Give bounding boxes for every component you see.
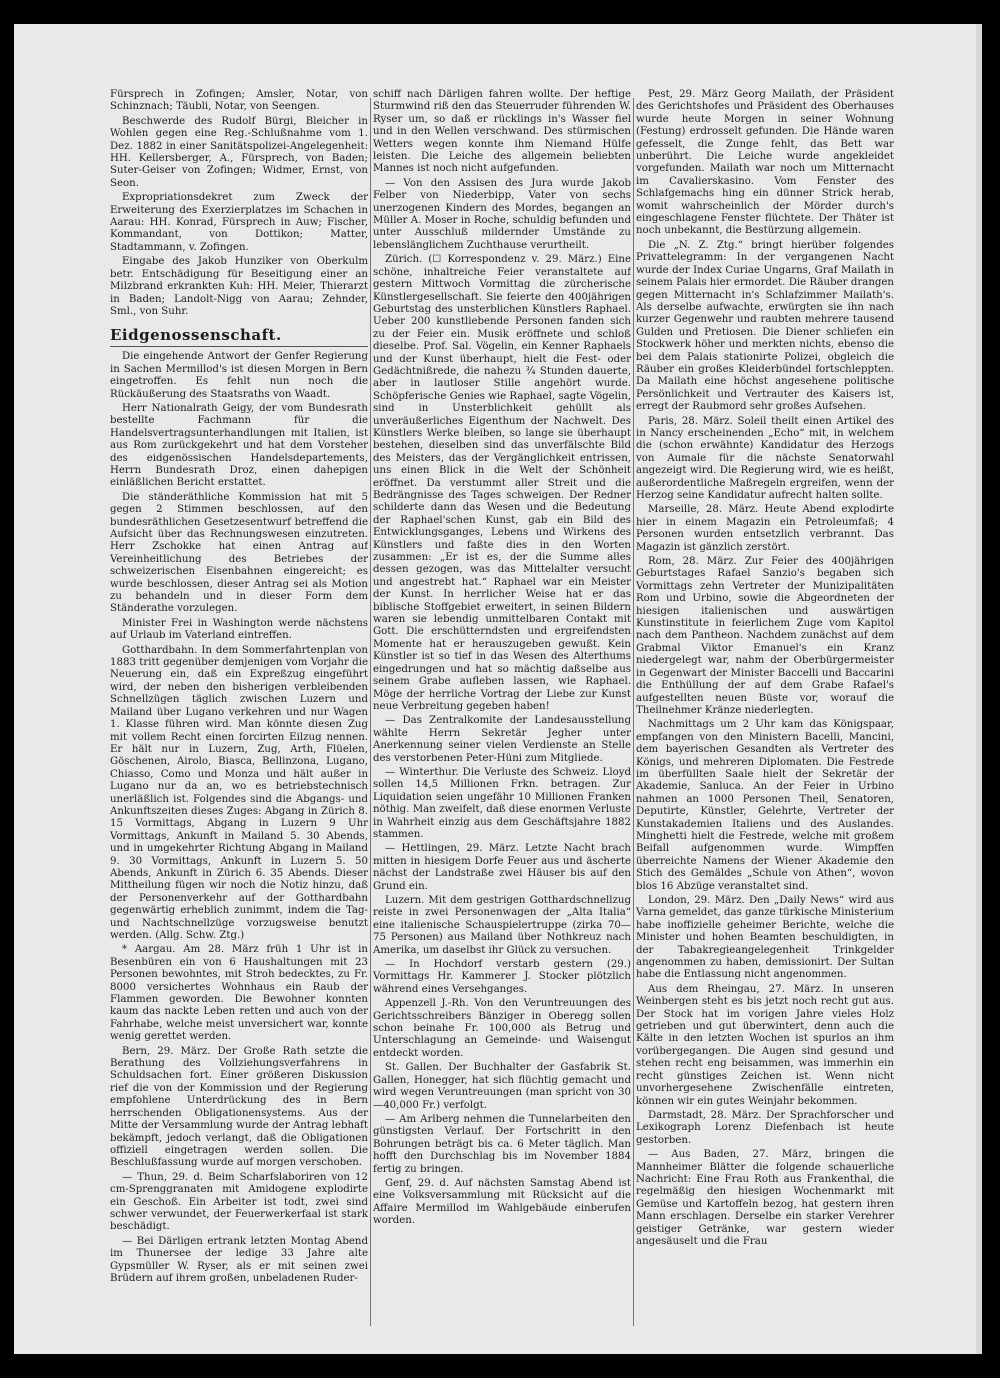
article-paragraph: Zürich. (☐ Korrespondenz v. 29. März.) Eine schöne, inhaltreiche Feier veranstaltete auf gestern Mittwoch Vormittag die zürcherische Künstlergesellschaft. Sie feierte den 400jährigen Geburtstag des unsterblichen Künstlers Raphael. Ueber 200 kunstliebende Personen fanden sich zu der Feier ein. Musik eröffnete und schloß dieselbe. Prof. Sal. Vögelin, ein Kenner Raphaels und der Kunst überhaupt, hielt die Fest- oder Gedächtnißrede, die nahezu ¾ Stunden dauerte, aber in lautloser Stille angehört wurde. Schöpferische Genies wie Raphael, sagte Vögelin, sind in Unsterblichkeit gehüllt als unveräußerliches Eigenthum der Nachwelt. Des Künstlers Werke bleiben, so lange sie überhaupt bestehen, dieselben sind das unverfälschte Bild des Meisters, das der Vergänglichkeit entrissen, uns einen Blick in die Welt der Schönheit eröffnet. Da verstummt aller Streit und die Bedrängnisse des Tages schweigen. Der Redner schilderte dann das Wesen und die Bedeutung der Raphael'schen Kunst, gab ein Bild des Entwicklungsganges, Lebens und Wirkens des Künstlers und faßte dies in den Worten zusammen: „Er ist es, der die Summe alles dessen gezogen, was das Mittelalter versucht und angestrebt hat.“ Raphael war ein Meister der Kunst. In herrlicher Weise hat er das biblische Stoffgebiet erweitert, in seinen Bildern waren sie lebendig unmittelbaren Contakt mit Gott. Die erschütterndsten und ergreifendsten Momente hat er herauszugeben gewußt. Kein Künstler ist so tief in das Wesen des Alterthums eingedrungen und hat so mächtig daßselbe aus seinem Grabe aufleben lassen, wie Raphael. Möge der herrliche Vortrag der Liebe zur Kunst neue Verbreitung gegeben haben! <box>373 254 631 712</box>
column-rule <box>633 98 634 1326</box>
column-rule <box>370 98 371 1326</box>
article-paragraph: Beschwerde des Rudolf Bürgi, Bleicher in Wohlen gegen eine Reg.-Schlußnahme vom 1. Dez. 1882 in einer Sanitätspolizei-Angelegenheit: HH. Kellersberger, A., Fürsprech, von Baden; Suter-Geiser von Zofingen; Widmer, Ernst, von Seon. <box>110 115 368 189</box>
article-paragraph: Marseille, 28. März. Heute Abend explodirte hier in einem Magazin ein Petroleumfaß; 4 Personen wurden entsetzlich verbrannt. Das Magazin ist gänzlich zerstört. <box>636 504 894 553</box>
page-edge <box>976 24 982 1354</box>
article-paragraph: Luzern. Mit dem gestrigen Gotthardschnellzug reiste in zwei Personenwagen der „Alta Italia“ eine italienische Schauspielertruppe (zirka 70—75 Personen) aus Mailand über Nothkreuz nach Amerika, um daselbst ihr Glück zu versuchen. <box>373 895 631 956</box>
article-paragraph: St. Gallen. Der Buchhalter der Gasfabrik St. Gallen, Honegger, hat sich flüchtig gemacht und wird wegen Veruntreuungen (man spricht von 30—40,000 Fr.) verfolgt. <box>373 1062 631 1111</box>
article-paragraph: Minister Frei in Washington werde nächstens auf Urlaub im Vaterland eintreffen. <box>110 617 368 642</box>
article-paragraph: Eingabe des Jakob Hunziker von Oberkulm betr. Entschädigung für Beseitigung einer an Milzbrand erkrankten Kuh: HH. Meier, Thierarzt in Baden; Landolt-Nigg von Aarau; Zehnder, Sml., von Suhr. <box>110 256 368 317</box>
heading-rule <box>110 346 368 347</box>
article-paragraph: — In Hochdorf verstarb gestern (29.) Vormittags Hr. Kammerer J. Stocker plötzlich während eines Versehganges. <box>373 959 631 995</box>
article-paragraph: London, 29. März. Den „Daily News“ wird aus Varna gemeldet, das ganze türkische Ministerium habe inoffizielle geheimer Berichte, welche die Minister und hohen Beamten beschuldigten, in der Tabakregieangelegenheit Trinkgelder angenommen zu haben, demissionirt. Der Sultan habe die Entlassung nicht angenommen. <box>636 895 894 981</box>
article-paragraph: — Thun, 29. d. Beim Scharfslaboriren von 12 cm-Sprenggranaten mit Amidogene explodirte ein Geschoß. Ein Arbeiter ist todt, zwei sind schwer verwundet, der Feuerwerkerfaal ist stark beschädigt. <box>110 1171 368 1233</box>
article-paragraph: schiff nach Därligen fahren wollte. Der heftige Sturmwind riß den das Steuerruder führenden W. Ryser um, so daß er rücklings in's Wasser fiel und in den Wellen verschwand. Des stürmischen Wetters wegen konnte ihm Niemand Hülfe leisten. Die Leiche des allgemein beliebten Mannes ist noch nicht aufgefunden. <box>373 89 631 175</box>
text-column-1 <box>110 89 368 1329</box>
article-paragraph: Die ständeräthliche Kommission hat mit 5 gegen 2 Stimmen beschlossen, auf den bundesräthlichen Gesetzesentwurf betreffend die Aufsicht über das Rechnungswesen einzutreten. Herr Zschokke hat einen Antrag auf Vereinheitlichung des Betriebes der schweizerischen Eisenbahnen eingereicht; es wurde beschlossen, dieser Antrag sei als Motion zu behandeln und in dieser Form dem Ständerathe vorzulegen. <box>110 491 368 615</box>
article-paragraph: Expropriationsdekret zum Zweck der Erweiterung des Exerzierplatzes im Schachen in Aarau: HH. Konrad, Fürsprech in Auw; Fischer, Kommandant, von Dottikon; Matter, Stadtammann, v. Zofingen. <box>110 192 368 253</box>
article-paragraph: Paris, 28. März. Soleil theilt einen Artikel des in Nancy erscheinenden „Echo“ mit, in welchem die (schon erwähnte) Kandidatur des Herzogs von Aumale für die nächste Senatorwahl angezeigt wird. Die Regierung wird, wie es heißt, außerordentliche Maßregeln ergreifen, wenn der Herzog seine Kandidatur aufrecht halten sollte. <box>636 415 894 501</box>
article-paragraph: Rom, 28. März. Zur Feier des 400jährigen Geburtstages Rafael Sanzio's begaben sich Vormittags zehn Vertreter der Munizipalitäten Rom und Urbino, sowie die Abgeordneten der hiesigen italienischen und auswärtigen Kunstinstitute in feierlichem Zuge vom Kapitol nach dem Pantheon. Nachdem zunächst auf dem Grabmal Viktor Emanuel's ein Kranz niedergelegt war, nahm der Oberbürgermeister in Gegenwart der Minister Baccelli und Baccarini die Enthüllung der auf dem Grabe Rafael's aufgestellten neuen Büste vor, worauf die Theilnehmer Kränze niederlegten. <box>636 556 894 716</box>
article-paragraph: Gotthardbahn. In dem Sommerfahrtenplan von 1883 tritt gegenüber demjenigen vom Vorjahr die Neuerung ein, daß ein Expreßzug eingeführt wird, der neben den bisherigen verbleibenden Schnellzügen täglich zwischen Luzern und Mailand über Lugano verkehren und nur Wagen 1. Klasse führen wird. Man könnte diesen Zug mit vollem Recht einen forcirten Eilzug nennen. Er hält nur in Luzern, Zug, Arth, Flüelen, Göschenen, Airolo, Biasca, Bellinzona, Lugano, Chiasso, Como und Monza und hält außer in Lugano nur da an, wo es betriebstechnisch unerläßlich ist. Folgendes sind die Abgangs- und Ankunftszeiten dieses Zuges: Abgang in Zürich 8. 15 Vormittags, Abgang in Luzern 9 Uhr Vormittags, Ankunft in Mailand 5. 30 Abends, und in umgekehrter Richtung Abgang in Mailand 9. 30 Vormittags, Ankunft in Luzern 5. 50 Abends, Ankunft in Zürich 6. 35 Abends. Dieser Mittheilung fügen wir noch die Notiz hinzu, daß der Personenverkehr auf der Gotthardbahn gegenwärtig erheblich zunimmt, indem die Tag- und Nachtschnellzüge vorzugsweise benutzt werden. (Allg. Schw. Ztg.) <box>110 644 368 941</box>
article-paragraph: Nachmittags um 2 Uhr kam das Königspaar, empfangen von den Ministern Bacelli, Mancini, dem bayerischen Gesandten als Vertreter des Königs, und mehreren Diplomaten. Die Festrede im überfüllten Saale hielt der Sekretär der Akademie, Sanluca. An der Feier in Urbino nahmen an 1000 Personen Theil, Senatoren, Deputirte, Künstler, Gelehrte, Vertreter der Kunstakademien Italiens und des Auslandes. Minghetti hielt die Festrede, welche mit großem Beifall aufgenommen wurde. Wimpffen überreichte Namens der Wiener Akademie den Stich des Gemäldes „Schule von Athen“, wovon blos 16 Abzüge veranstaltet sind. <box>636 719 894 892</box>
article-paragraph: Aus dem Rheingau, 27. März. In unseren Weinbergen steht es bis jetzt noch recht gut aus. Der Stock hat im vorigen Jahre vieles Holz getrieben und gut überwintert, denn auch die Kälte in den letzten Wochen ist spurlos an ihm vorübergegangen. Die Augen sind gesund und stehen recht eng beisammen, was immerhin ein recht günstiges Zeichen ist. Wenn nicht unvorhergesehene Zwischenfälle eintreten, können wir ein gutes Weinjahr bekommen. <box>636 983 894 1107</box>
article-paragraph: — Bei Därligen ertrank letzten Montag Abend im Thunersee der ledige 33 Jahre alte Gypsmüller W. Ryser, als er mit seinen zwei Brüdern auf ihrem großen, unbeladenen Ruder- <box>110 1235 368 1284</box>
article-paragraph: — Das Zentralkomite der Landesausstellung wählte Herrn Sekretär Jegher unter Anerkennung seiner vielen Verdienste an Stelle des verstorbenen Peter-Hüni zum Mitgliede. <box>373 715 631 764</box>
article-paragraph: Appenzell J.-Rh. Von den Veruntreuungen des Gerichtsschreibers Bänziger in Oberegg sollen schon beinahe Fr. 100,000 als Betrug und Unterschlagung an Gemeinde- und Waisengut entdeckt worden. <box>373 998 631 1059</box>
article-paragraph: Bern, 29. März. Der Große Rath setzte die Berathung des Vollziehungsverfahrens in Schuldsachen fort. Einer größeren Diskussion rief die von der Kommission und der Regierung empfohlene Unterdrückung des in Bern herrschenden Obligationensystems. Aus der Mitte der Versammlung wurde der Antrag lebhaft bekämpft, jedoch verlangt, daß die Obligationen offiziell eingetragen werden sollen. Die Beschlußfassung wurde auf morgen verschoben. <box>110 1045 368 1169</box>
article-paragraph: — Hettlingen, 29. März. Letzte Nacht brach mitten in hiesigem Dorfe Feuer aus und äscherte nächst der Landstraße zwei Häuser bis auf den Grund ein. <box>373 843 631 892</box>
section-heading: Eidgenossenschaft. <box>110 326 282 345</box>
article-paragraph: Die „N. Z. Ztg.“ bringt hierüber folgendes Privattelegramm: In der vergangenen Nacht wurde der Index Curiae Ungarns, Graf Mailath in seinem Palais hier ermordet. Die Räuber drangen gegen Mitternacht in's Schlafzimmer Mailath's. Als derselbe aufwachte, erwürgten sie ihn nach kurzer Gegenwehr und raubten mehrere tausend Gulden und Pretiosen. Die Diener schliefen ein Stockwerk höher und merkten nichts, ebenso die bei dem Palais stationirte Polizei, obgleich die Räuber ein großes Kleiderbündel fortschleppten. Da Mailath eine höchst angesehene politische Persönlichkeit und Vertrauter des Kaisers ist, erregt der Raubmord sehr großes Aufsehen. <box>636 239 894 413</box>
text-column-2 <box>373 89 631 1329</box>
article-paragraph: — Von den Assisen des Jura wurde Jakob Felber von Niederbipp, Vater von sechs unerzogenen Kindern des Mordes, begangen an Müller A. Moser in Roche, schuldig befunden und unter Ausschluß mildernder Umstände zu lebenslänglichem Zuchthause verurtheilt. <box>373 177 631 251</box>
article-paragraph: Genf, 29. d. Auf nächsten Samstag Abend ist eine Volksversammlung mit Rücksicht auf die Affaire Mermillod im Wahlgebäude einberufen worden. <box>373 1177 631 1227</box>
article-paragraph: — Aus Baden, 27. März, bringen die Mannheimer Blätter die folgende schauerliche Nachricht: Eine Frau Roth aus Frankenthal, die regelmäßig den hiesigen Wochenmarkt mit Gemüse und Kartoffeln bezog, hat gestern ihren Mann erschlagen. Derselbe ein starker Verehrer geistiger Getränke, war gestern wieder angesäuselt und die Frau <box>636 1149 894 1247</box>
text-column-3 <box>636 89 894 1329</box>
article-paragraph: Herr Nationalrath Geigy, der vom Bundesrath bestellte Fachmann für die Handelsvertragsunterhandlungen mit Italien, ist aus Rom zurückgekehrt und hat dem Vorsteher des eidgenössischen Handelsdepartements, Herrn Bundesrath Droz, einen dahерigen einläßlichen Bericht erstattet. <box>110 402 368 489</box>
article-paragraph: Fürsprech in Zofingen; Amsler, Notar, von Schinznach; Täubli, Notar, von Seengen. <box>110 89 368 113</box>
article-paragraph: — Winterthur. Die Verluste des Schweiz. Lloyd sollen 14,5 Millionen Frkn. betragen. Zur Liquidation seien ungefähr 10 Millionen Franken nöthig. Man zweifelt, daß diese enormen Verluste in Wahrheit einzig aus dem Geschäftsjahre 1882 stammen. <box>373 766 631 840</box>
article-paragraph: Pest, 29. März Georg Mailath, der Präsident des Gerichtshofes und Präsident des Oberhauses wurde heute Morgen in seiner Wohnung (Festung) erdrosselt gefunden. Die Hände waren gefesselt, die Zunge fehlt, das Bett war unberührt. Die Leiche wurde angekleidet vorgefunden. Mailath war noch um Mitternacht im Cavalierskasino. Vom Fenster des Schlafgemachs hing ein dünner Strick herab, womit wahrscheinlich der Mörder durch's eingeschlagene Fenster flüchtete. Der Thäter ist noch unbekannt, die Bestürzung allgemein. <box>636 89 894 237</box>
article-paragraph: Darmstadt, 28. März. Der Sprachforscher und Lexikograph Lorenz Diefenbach ist heute gestorben. <box>636 1109 894 1146</box>
article-paragraph: Die eingehende Antwort der Genfer Regierung in Sachen Mermillod's ist diesen Morgen in Bern eingetroffen. Es fehlt nun noch die Rückäußerung des Staatsraths von Waadt. <box>110 351 368 400</box>
newspaper-page <box>14 24 982 1354</box>
article-paragraph: * Aargau. Am 28. März früh 1 Uhr ist in Besenbüren ein von 6 Haushaltungen mit 23 Personen bewohntes, mit Stroh bedecktes, zu Fr. 8000 versichertes Wohnhaus ein Raub der Flammen geworden. Die Bewohner konnten kaum das nackte Leben retten und auch von der Fahrhabe, welche meist unversichert war, konnte wenig gerettet werden. <box>110 944 368 1043</box>
article-paragraph: — Am Arlberg nehmen die Tunnelarbeiten den günstigsten Verlauf. Der Fortschritt in den Bohrungen beträgt bis ca. 6 Meter täglich. Man hofft den Durchschlag bis im November 1884 fertig zu bringen. <box>373 1113 631 1175</box>
